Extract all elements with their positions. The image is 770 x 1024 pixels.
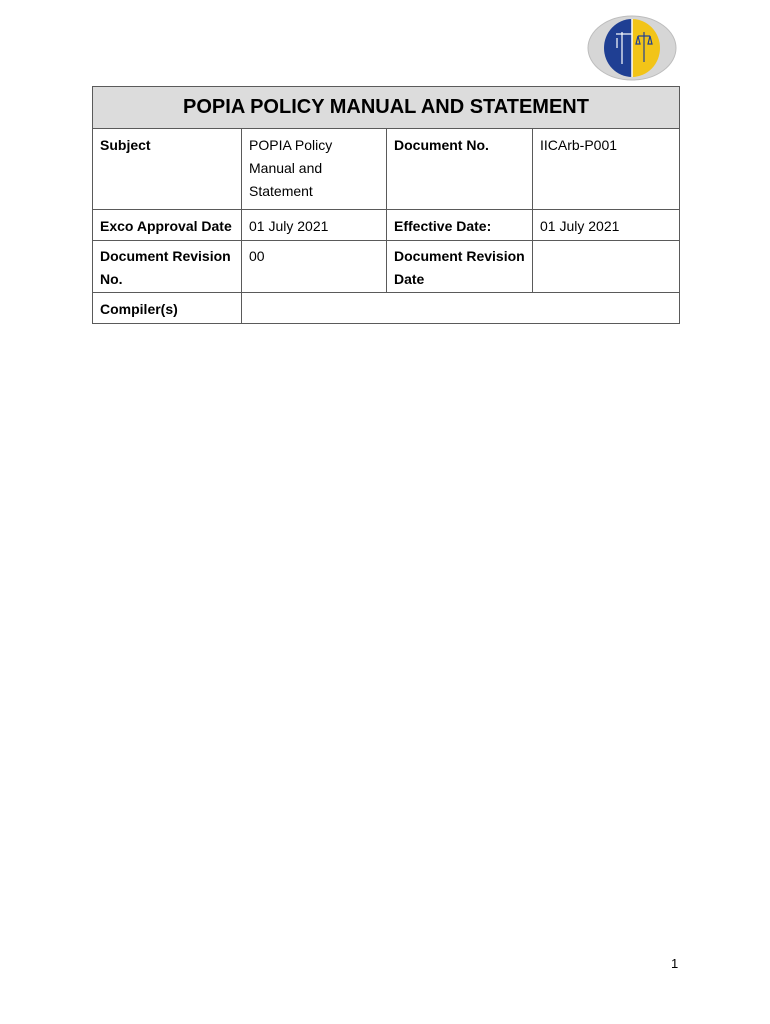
compilers-value: [242, 293, 680, 324]
revision-no-label-line-2: No.: [100, 271, 123, 287]
revision-date-value: [533, 241, 680, 293]
revision-date-label: [387, 241, 533, 293]
compilers-label: Compiler(s): [93, 293, 242, 324]
effective-date-value: 01 July 2021: [533, 210, 680, 241]
revision-no-value: 00: [242, 241, 387, 293]
subject-label: Subject: [93, 129, 242, 210]
revision-no-label: [93, 241, 242, 293]
subject-value-line-2: Manual and: [249, 160, 323, 176]
page-number: 1: [671, 956, 679, 971]
exco-approval-value: 01 July 2021: [242, 210, 387, 241]
document-no-value: IICArb-P001: [533, 129, 680, 210]
revision-date-label-line-2: Date: [394, 271, 425, 287]
document-control-table: [92, 86, 680, 324]
document-no-label: Document No.: [387, 129, 533, 210]
document-title: POPIA POLICY MANUAL AND STATEMENT: [93, 87, 680, 129]
revision-no-label-line-1: Document Revision: [100, 248, 231, 264]
revision-date-label-line-1: Document Revision: [394, 248, 525, 264]
exco-approval-label: Exco Approval Date: [93, 210, 242, 241]
subject-value-line-3: Statement: [249, 183, 313, 199]
subject-value-line-1: POPIA Policy: [249, 137, 333, 153]
effective-date-label: Effective Date:: [387, 210, 533, 241]
subject-value: [242, 129, 387, 210]
institute-crest-logo: [586, 14, 678, 82]
